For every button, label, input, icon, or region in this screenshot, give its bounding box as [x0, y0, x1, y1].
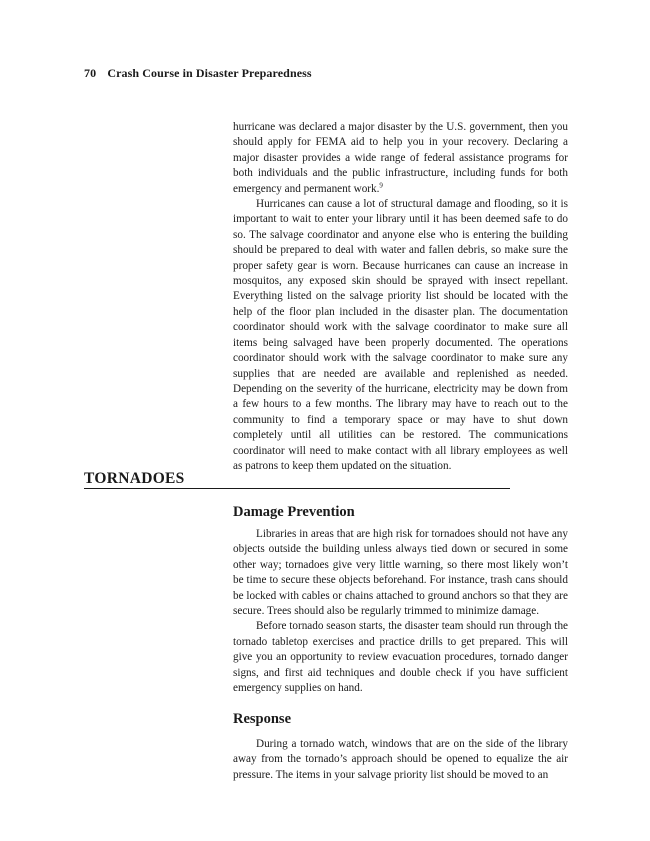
response-text [233, 737, 568, 783]
hurricane-continuation-text [233, 120, 568, 474]
page-number: 70 [84, 66, 97, 80]
book-title: Crash Course in Disaster Preparedness [107, 66, 312, 80]
paragraph: Before tornado season starts, the disaster team should run through the tornado tabletop exercises and practice drills to get prepared. This will give you an opportunity to review evacuation procedures, tornado danger signs, and first aid techniques and double check if you have sufficient emergency supplies on hand. [233, 620, 568, 695]
section-title: TORNADOES [84, 470, 185, 487]
paragraph-text: hurricane was declared a major disaster by the U.S. government, then you should apply for FEMA aid to help you in your recovery. Declaring a major disaster provides a wide range of federal assistance programs for both individuals and the public infrastructure, including funds for both emergency and permanent work. [233, 121, 568, 195]
damage-prevention-text [233, 527, 568, 696]
subheading-response: Response [233, 711, 292, 727]
section-divider [84, 488, 510, 489]
subheading-damage-prevention: Damage Prevention [233, 504, 355, 520]
running-header [84, 66, 312, 81]
paragraph: Hurricanes can cause a lot of structural damage and flooding, so it is important to wait to enter your library until it has been deemed safe to do so. The salvage coordinator and anyone else who is entering the building should be prepared to deal with water and fallen debris, so make sure the proper safety gear is worn. Because hurricanes can cause an increase in mosquitos, any exposed skin should be sprayed with insect repellant. Everything listed on the salvage priority list should be located with the help of the floor plan included in the disaster plan. The documentation coordinator should work with the salvage coordinator to make sure all items being salvaged have been properly documented. The operations coordinator should work with the salvage coordinator to make sure any supplies that are needed are available and replenished as needed. Depending on the severity of the hurricane, electricity may be down from a few hours to a few months. The library may have to reach out to the community to find a temporary space or may have to shut down completely until all utilities can be restored. The communications coordinator will need to make contact with all library employees as well as patrons to keep them updated on the situation. [233, 198, 568, 472]
paragraph: Libraries in areas that are high risk for tornadoes should not have any objects outside the building unless always tied down or secured in some other way; tornadoes give very little warning, so there most likely won’t be time to secure these objects beforehand. For instance, trash cans should be locked with cables or chains attached to ground anchors so that they are secure. Trees should also be regularly trimmed to minimize damage. [233, 528, 568, 618]
paragraph: During a tornado watch, windows that are on the side of the library away from the tornado’s approach should be opened to equalize the air pressure. The items in your salvage priority list should be moved to an [233, 738, 568, 781]
paragraph [233, 120, 568, 197]
footnote-marker: 9 [379, 180, 383, 189]
